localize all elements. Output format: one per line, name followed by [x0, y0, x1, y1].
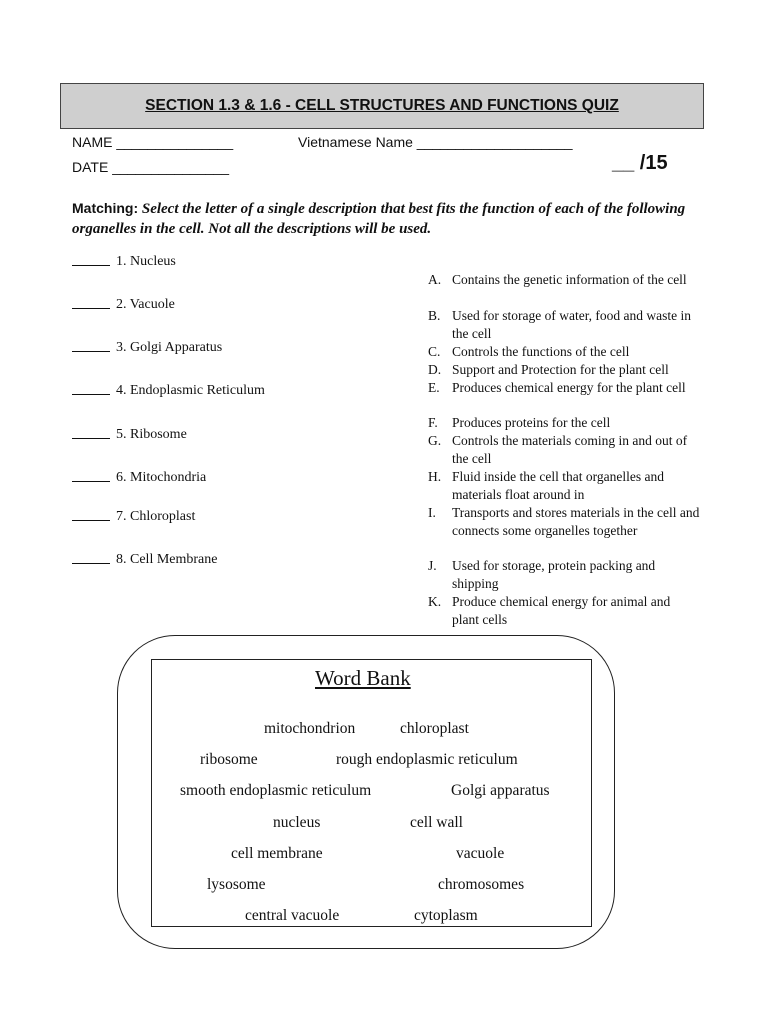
question-item — [72, 509, 195, 525]
word-bank-word: ribosome — [200, 751, 258, 768]
option-text: Fluid inside the cell that organelles and materials float around in — [452, 469, 664, 502]
title-box — [60, 83, 704, 129]
word-bank-title: Word Bank — [315, 666, 411, 690]
quiz-title: SECTION 1.3 & 1.6 - CELL STRUCTURES AND FUNCTIONS QUIZ — [145, 97, 619, 114]
option-letter: G. — [428, 433, 442, 448]
question-item — [72, 427, 187, 443]
word-bank-word: chromosomes — [438, 876, 525, 893]
option-item — [428, 468, 700, 504]
option-text: Support and Protection for the plant cell — [452, 362, 669, 377]
option-letter: K. — [428, 594, 442, 609]
option-letter: D. — [428, 362, 442, 377]
option-text: Used for storage of water, food and waste in the cell — [452, 308, 692, 341]
answer-blank[interactable] — [72, 438, 110, 439]
answer-blank[interactable] — [72, 308, 110, 309]
vietnamese-name-field[interactable]: Vietnamese Name ____________________ — [298, 134, 573, 150]
option-letter: E. — [428, 380, 440, 395]
word-bank-word: mitochondrion — [264, 720, 356, 737]
question-label: 5. Ribosome — [116, 427, 187, 442]
instructions — [72, 198, 712, 239]
question-label: 2. Vacuole — [116, 297, 175, 312]
answer-blank[interactable] — [72, 265, 110, 266]
date-field[interactable]: DATE _______________ — [72, 159, 229, 175]
option-text: Used for storage, protein packing and shipping — [452, 558, 656, 591]
option-letter: H. — [428, 469, 442, 484]
option-text: Transports and stores materials in the cell and connects some organelles together — [452, 505, 700, 538]
question-label: 3. Golgi Apparatus — [116, 340, 223, 355]
instructions-text: Select the letter of a single description that best fits the function of each of the following organelles in the cell. Not all the descriptions will be used. — [72, 201, 686, 237]
word-bank-word: cell membrane — [231, 845, 323, 862]
option-text: Controls the functions of the cell — [452, 344, 630, 359]
question-item — [72, 297, 175, 313]
word-bank-word: cell wall — [410, 814, 463, 831]
answer-blank[interactable] — [72, 351, 110, 352]
word-bank-word: vacuole — [456, 845, 505, 862]
option-letter: J. — [428, 558, 437, 573]
option-letter: C. — [428, 344, 441, 359]
option-letter: I. — [428, 505, 436, 520]
word-bank-word: central vacuole — [245, 907, 340, 924]
option-text: Produce chemical energy for animal and plant cells — [452, 594, 671, 627]
word-bank-word: smooth endoplasmic reticulum — [180, 782, 372, 799]
question-item — [72, 383, 265, 399]
question-item — [72, 254, 176, 270]
answer-blank[interactable] — [72, 394, 110, 395]
option-text: Produces chemical energy for the plant cell — [452, 380, 686, 395]
option-item — [428, 343, 700, 361]
option-item — [428, 379, 700, 397]
word-bank-word: rough endoplasmic reticulum — [336, 751, 518, 768]
option-item — [428, 361, 700, 379]
question-label: 1. Nucleus — [116, 254, 176, 269]
word-bank-word: lysosome — [207, 876, 266, 893]
option-text: Contains the genetic information of the cell — [452, 272, 687, 287]
answer-blank[interactable] — [72, 520, 110, 521]
option-item — [428, 307, 700, 343]
option-item — [428, 414, 700, 432]
name-field[interactable]: NAME _______________ — [72, 134, 234, 150]
option-item — [428, 271, 700, 289]
option-text: Controls the materials coming in and out of the cell — [452, 433, 688, 466]
option-letter: F. — [428, 415, 438, 430]
score-total: __ /15 — [612, 152, 668, 174]
word-bank-word: cytoplasm — [414, 907, 478, 924]
option-letter: B. — [428, 308, 441, 323]
question-label: 4. Endoplasmic Reticulum — [116, 383, 265, 398]
option-text: Produces proteins for the cell — [452, 415, 611, 430]
answer-blank[interactable] — [72, 481, 110, 482]
question-item — [72, 470, 206, 486]
option-item — [428, 593, 700, 629]
question-item — [72, 552, 217, 568]
word-bank-word: nucleus — [273, 814, 321, 831]
option-item — [428, 557, 700, 593]
question-label: 7. Chloroplast — [116, 509, 196, 524]
option-letter: A. — [428, 272, 442, 287]
option-item — [428, 504, 700, 540]
question-item — [72, 340, 222, 356]
question-label: 6. Mitochondria — [116, 470, 207, 485]
option-item — [428, 432, 700, 468]
instructions-lead: Matching: — [72, 200, 139, 216]
answer-blank[interactable] — [72, 563, 110, 564]
word-bank-word: Golgi apparatus — [451, 782, 550, 799]
question-label: 8. Cell Membrane — [116, 552, 218, 567]
word-bank-word: chloroplast — [400, 720, 469, 737]
